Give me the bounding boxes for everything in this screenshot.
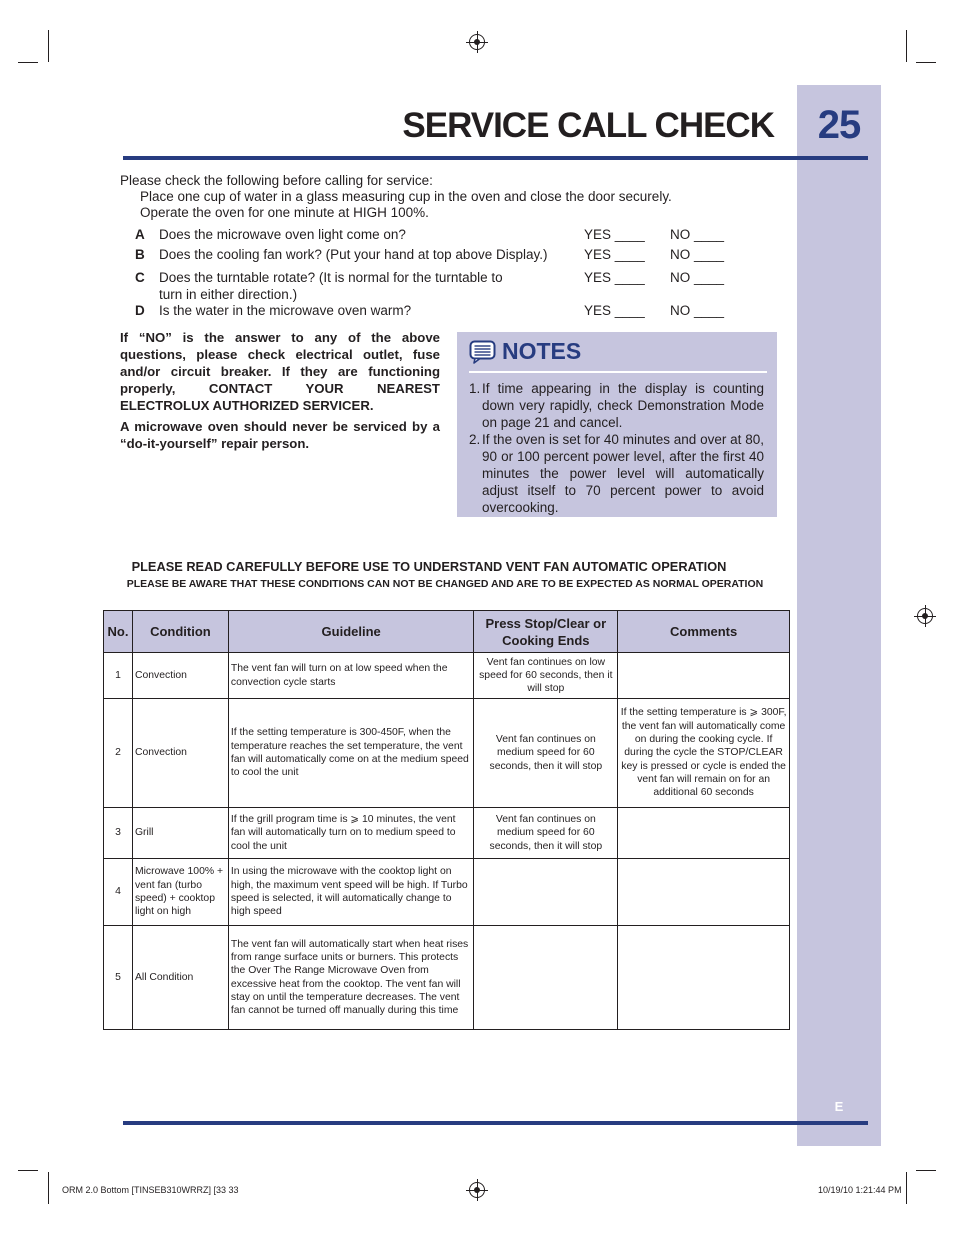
vent-subheading: PLEASE BE AWARE THAT THESE CONDITIONS CAN NOT BE CHANGED AND ARE TO BE EXPECTED AS NORMAL OPERATION [126, 578, 764, 590]
crop-mark [18, 1170, 38, 1171]
notes-list [469, 380, 764, 516]
notes-divider [469, 371, 767, 373]
footer-rule [123, 1121, 868, 1125]
note-item [469, 431, 764, 516]
table-row [104, 699, 790, 808]
notes-title: NOTES [502, 338, 582, 364]
cell-condition: Grill [132, 808, 228, 859]
warning-paragraph: If “NO” is the answer to any of the above questions, please check electrical outlet, fuse and/or circuit breaker. If they are functioning properly, CONTACT YOUR NEAREST ELECTROLUX AUTHORIZED SERVICER. [120, 330, 440, 413]
check-question: Is the water in the microwave oven warm? [159, 303, 412, 318]
check-item-a [0, 226, 800, 244]
no-blank: NO ____ [670, 227, 725, 242]
check-question: Does the microwave oven light come on? [159, 227, 406, 242]
no-blank: NO ____ [670, 270, 725, 285]
check-letter: D [135, 303, 145, 318]
note-number: 2. [469, 432, 481, 447]
check-item-b [0, 246, 800, 264]
crop-mark [48, 30, 49, 62]
cell-press [474, 859, 618, 926]
crop-mark [906, 1172, 907, 1204]
cell-condition: Convection [132, 699, 228, 808]
notes-box [457, 332, 777, 517]
no-blank: NO ____ [670, 303, 725, 318]
cell-condition: Convection [132, 653, 228, 699]
check-item-d [0, 302, 800, 320]
yes-blank: YES ____ [584, 270, 645, 285]
column-header-comments: Comments [618, 611, 790, 653]
note-item [469, 380, 764, 431]
cell-guideline: If the grill program time is ⩾ 10 minutes, the vent fan will automatically turn on to medium speed to cool the unit [228, 808, 474, 859]
title-rule [123, 156, 868, 160]
cell-guideline: The vent fan will automatically start when heat rises from range surface units or burners. This protects the Over The Range Microwave Oven from excessive heat from the cooktop. The vent fan will stay on until the temperature decreases. The vent fan cannot be turned off manually during this time [228, 926, 474, 1030]
cell-press: Vent fan continues on medium speed for 60 seconds, then it will stop [474, 699, 618, 808]
table-row [104, 808, 790, 859]
no-blank: NO ____ [670, 247, 725, 262]
cell-comments [618, 926, 790, 1030]
cell-comments: If the setting temperature is ⩾ 300F, the vent fan will automatically come on during the cooking cycle. If during the cycle the STOP/CLEAR key is pressed or cycle is ended the vent fan will remain on for an additional 60 seconds [618, 699, 790, 808]
column-header-condition: Condition [132, 611, 228, 653]
check-letter: C [135, 270, 145, 285]
side-strip [797, 85, 881, 1146]
cell-comments [618, 808, 790, 859]
check-item-c [0, 269, 800, 305]
language-tab: E [834, 1099, 844, 1114]
cell-comments [618, 859, 790, 926]
warning-paragraph: A microwave oven should never be serviced by a “do-it-yourself” repair person. [120, 419, 440, 451]
cell-guideline: If the setting temperature is 300-450F, when the temperature reaches the set temperature, the vent fan will automatically come on at the medium speed to cool the unit [228, 699, 474, 808]
cell-no: 4 [104, 859, 133, 926]
intro-line: Operate the oven for one minute at HIGH 100%. [140, 205, 429, 220]
print-slug: ORM 2.0 Bottom [TINSEB310WRRZ] [33 33 [62, 1185, 239, 1195]
cell-condition: All Condition [132, 926, 228, 1030]
note-number: 1. [469, 381, 481, 396]
page-number: 25 [817, 103, 861, 147]
cell-no: 2 [104, 699, 133, 808]
intro-line: Place one cup of water in a glass measuring cup in the oven and close the door securely. [140, 189, 672, 204]
registration-mark-icon [917, 608, 933, 624]
cell-guideline: In using the microwave with the cooktop light on high, the maximum vent speed will be high. If Turbo speed is selected, it will automatically change to high speed [228, 859, 474, 926]
yes-blank: YES ____ [584, 247, 645, 262]
print-timestamp: 10/19/10 1:21:44 PM [818, 1185, 902, 1195]
check-letter: B [135, 247, 145, 262]
column-header-no: No. [104, 611, 133, 653]
check-question: Does the cooling fan work? (Put your hand at top above Display.) [159, 247, 548, 262]
cell-no: 1 [104, 653, 133, 699]
crop-mark [916, 62, 936, 63]
table-row [104, 653, 790, 699]
vent-fan-table [103, 610, 790, 1030]
crop-mark [18, 62, 38, 63]
table-row [104, 926, 790, 1030]
column-header-press: Press Stop/Clear or Cooking Ends [474, 611, 618, 653]
registration-mark-icon [469, 34, 485, 50]
note-text: If time appearing in the display is counting down very rapidly, check Demonstration Mode on page 21 and cancel. [482, 381, 764, 430]
column-header-guideline: Guideline [228, 611, 474, 653]
check-question: Does the turntable rotate? (It is normal for the turntable to turn in either direction.) [159, 270, 503, 302]
table-row [104, 859, 790, 926]
intro-line: Please check the following before calling for service: [120, 173, 433, 188]
cell-no: 5 [104, 926, 133, 1030]
cell-press: Vent fan continues on medium speed for 60 seconds, then it will stop [474, 808, 618, 859]
cell-press [474, 926, 618, 1030]
cell-press: Vent fan continues on low speed for 60 seconds, then it will stop [474, 653, 618, 699]
intro-text [120, 173, 672, 221]
notes-header [469, 338, 581, 365]
crop-mark [916, 1170, 936, 1171]
vent-heading: PLEASE READ CAREFULLY BEFORE USE TO UNDERSTAND VENT FAN AUTOMATIC OPERATION [131, 559, 727, 574]
notepad-icon [469, 340, 496, 364]
check-letter: A [135, 227, 145, 242]
yes-blank: YES ____ [584, 227, 645, 242]
registration-mark-icon [469, 1182, 485, 1198]
cell-no: 3 [104, 808, 133, 859]
note-text: If the oven is set for 40 minutes and over at 80, 90 or 100 percent power level, after the first 40 minutes the power level will automatically adjust itself to 70 percent power to avoid overcooking. [482, 432, 764, 515]
crop-mark [48, 1172, 49, 1204]
cell-condition: Microwave 100% + vent fan (turbo speed) + cooktop light on high [132, 859, 228, 926]
cell-comments [618, 653, 790, 699]
crop-mark [906, 30, 907, 62]
table-header-row [104, 611, 790, 653]
cell-guideline: The vent fan will turn on at low speed when the convection cycle starts [228, 653, 474, 699]
page-title: SERVICE CALL CHECK [402, 106, 774, 145]
yes-blank: YES ____ [584, 303, 645, 318]
